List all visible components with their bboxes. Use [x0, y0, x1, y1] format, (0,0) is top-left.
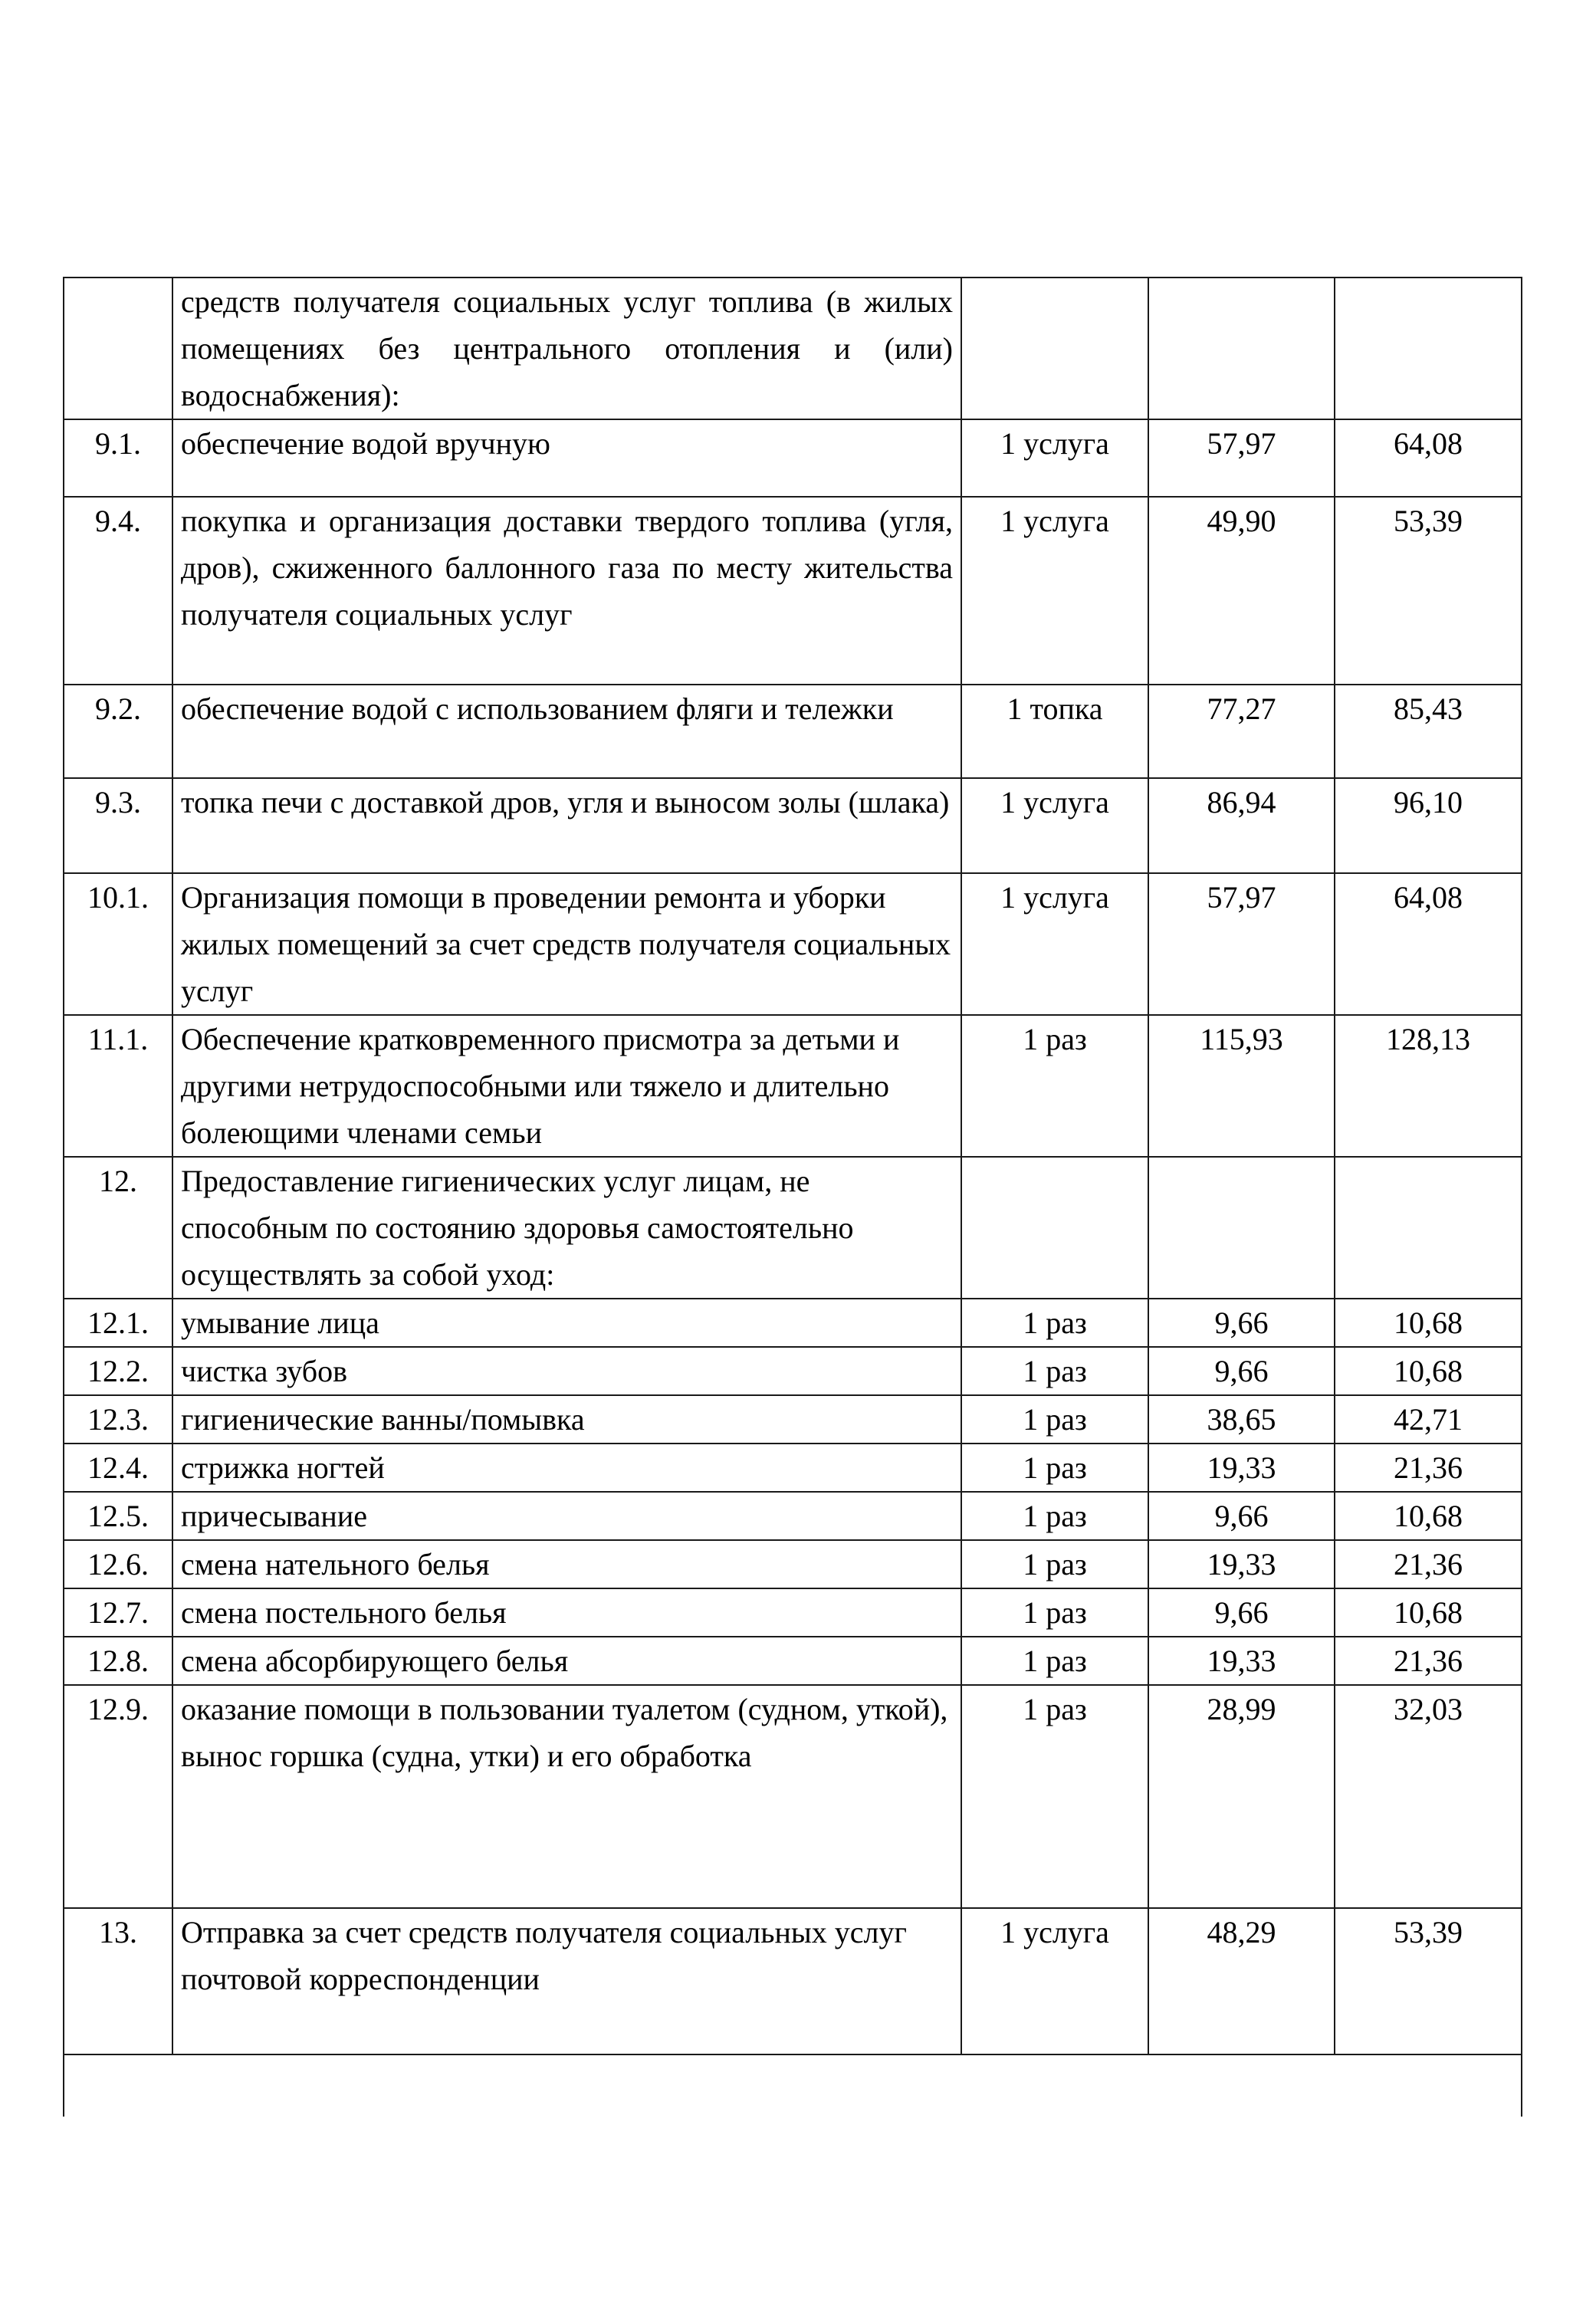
row-number: [64, 278, 172, 419]
unit-cell: 1 раз: [961, 1685, 1148, 1908]
price-cell-2: 53,39: [1335, 1908, 1522, 2054]
price-cell-1: 77,27: [1148, 685, 1335, 778]
table-row: [64, 873, 1522, 1015]
table-row: [64, 1157, 1522, 1299]
service-description: чистка зубов: [172, 1347, 961, 1395]
unit-cell: 1 услуга: [961, 497, 1148, 685]
unit-cell: 1 раз: [961, 1444, 1148, 1492]
row-number: 12.: [64, 1157, 172, 1299]
service-description: смена абсорбирующего белья: [172, 1637, 961, 1685]
table-row: [64, 1015, 1522, 1157]
row-number: 12.9.: [64, 1685, 172, 1908]
table-row: [64, 419, 1522, 497]
unit-cell: 1 раз: [961, 1299, 1148, 1347]
service-description: обеспечение водой вручную: [172, 419, 961, 497]
price-cell-2: 96,10: [1335, 778, 1522, 873]
table-row: [64, 1588, 1522, 1637]
service-description: смена нательного белья: [172, 1540, 961, 1588]
unit-cell: 1 услуга: [961, 419, 1148, 497]
service-description: смена постельного белья: [172, 1588, 961, 1637]
price-cell-2: 10,68: [1335, 1347, 1522, 1395]
row-number: 9.3.: [64, 778, 172, 873]
service-description: стрижка ногтей: [172, 1444, 961, 1492]
unit-cell: 1 раз: [961, 1540, 1148, 1588]
unit-cell: 1 услуга: [961, 873, 1148, 1015]
table-row: [64, 497, 1522, 685]
unit-cell: 1 услуга: [961, 778, 1148, 873]
service-description: оказание помощи в пользовании туалетом (судном, уткой), вынос горшка (судна, утки) и его обработка: [172, 1685, 961, 1908]
row-number: 12.2.: [64, 1347, 172, 1395]
price-cell-2: 85,43: [1335, 685, 1522, 778]
price-cell-2: 10,68: [1335, 1299, 1522, 1347]
service-description: Обеспечение кратковременного присмотра за детьми и другими нетрудоспособными или тяжело и длительно болеющими членами семьи: [172, 1015, 961, 1157]
row-number: 9.1.: [64, 419, 172, 497]
price-cell-1: 48,29: [1148, 1908, 1335, 2054]
price-cell-2: 128,13: [1335, 1015, 1522, 1157]
table-row: [64, 685, 1522, 778]
service-description: средств получателя социальных услуг топлива (в жилых помещениях без центрального отопления и (или) водоснабжения):: [172, 278, 961, 419]
table-row: [64, 778, 1522, 873]
price-cell-2: 42,71: [1335, 1395, 1522, 1444]
unit-cell: [961, 278, 1148, 419]
price-cell-2: [1335, 1157, 1522, 1299]
table-row: [64, 1637, 1522, 1685]
price-cell-1: 57,97: [1148, 419, 1335, 497]
price-cell-1: [1148, 278, 1335, 419]
table-row: [64, 1395, 1522, 1444]
unit-cell: 1 услуга: [961, 1908, 1148, 2054]
price-cell-1: 19,33: [1148, 1637, 1335, 1685]
row-number: 9.2.: [64, 685, 172, 778]
service-description: причесывание: [172, 1492, 961, 1540]
row-number: 12.5.: [64, 1492, 172, 1540]
price-cell-1: 49,90: [1148, 497, 1335, 685]
unit-cell: 1 топка: [961, 685, 1148, 778]
service-description: умывание лица: [172, 1299, 961, 1347]
price-cell-1: 86,94: [1148, 778, 1335, 873]
price-cell-1: 19,33: [1148, 1540, 1335, 1588]
price-cell-1: 57,97: [1148, 873, 1335, 1015]
price-cell-1: 9,66: [1148, 1492, 1335, 1540]
service-description: обеспечение водой с использованием фляги и тележки: [172, 685, 961, 778]
price-cell-2: 64,08: [1335, 419, 1522, 497]
price-cell-2: 21,36: [1335, 1444, 1522, 1492]
row-number: 12.3.: [64, 1395, 172, 1444]
unit-cell: 1 раз: [961, 1015, 1148, 1157]
price-cell-2: [1335, 278, 1522, 419]
service-description: Предоставление гигиенических услуг лицам, не способным по состоянию здоровья самостоятельно осуществлять за собой уход:: [172, 1157, 961, 1299]
unit-cell: 1 раз: [961, 1637, 1148, 1685]
service-description: Организация помощи в проведении ремонта и уборки жилых помещений за счет средств получателя социальных услуг: [172, 873, 961, 1015]
table-row: [64, 1444, 1522, 1492]
table-row-stub: [64, 2054, 1522, 2117]
service-description: топка печи с доставкой дров, угля и выносом золы (шлака): [172, 778, 961, 873]
service-description: гигиенические ванны/помывка: [172, 1395, 961, 1444]
service-description: покупка и организация доставки твердого топлива (угля, дров), сжиженного баллонного газа по месту жительства получателя социальных услуг: [172, 497, 961, 685]
service-description: Отправка за счет средств получателя социальных услуг почтовой корреспонденции: [172, 1908, 961, 2054]
row-number: 10.1.: [64, 873, 172, 1015]
row-number: 11.1.: [64, 1015, 172, 1157]
price-cell-1: 115,93: [1148, 1015, 1335, 1157]
table-row: [64, 1299, 1522, 1347]
price-cell-2: 64,08: [1335, 873, 1522, 1015]
price-cell-2: 21,36: [1335, 1637, 1522, 1685]
price-cell-2: 10,68: [1335, 1492, 1522, 1540]
table-row: [64, 1685, 1522, 1908]
price-cell-1: [1148, 1157, 1335, 1299]
price-cell-1: 38,65: [1148, 1395, 1335, 1444]
price-cell-2: 53,39: [1335, 497, 1522, 685]
price-cell-2: 32,03: [1335, 1685, 1522, 1908]
row-number: 12.4.: [64, 1444, 172, 1492]
table-row: [64, 1908, 1522, 2054]
row-number: 9.4.: [64, 497, 172, 685]
price-cell-1: 19,33: [1148, 1444, 1335, 1492]
price-cell-1: 9,66: [1148, 1299, 1335, 1347]
unit-cell: 1 раз: [961, 1347, 1148, 1395]
unit-cell: [961, 1157, 1148, 1299]
row-number: 12.7.: [64, 1588, 172, 1637]
unit-cell: 1 раз: [961, 1492, 1148, 1540]
unit-cell: 1 раз: [961, 1588, 1148, 1637]
row-number: 12.6.: [64, 1540, 172, 1588]
empty-cell: [64, 2054, 1522, 2117]
table-row: [64, 1492, 1522, 1540]
row-number: 13.: [64, 1908, 172, 2054]
price-cell-1: 28,99: [1148, 1685, 1335, 1908]
table-row: [64, 1347, 1522, 1395]
table-row: [64, 278, 1522, 419]
tariff-table: [63, 277, 1522, 2117]
price-cell-2: 21,36: [1335, 1540, 1522, 1588]
unit-cell: 1 раз: [961, 1395, 1148, 1444]
price-cell-1: 9,66: [1148, 1588, 1335, 1637]
row-number: 12.8.: [64, 1637, 172, 1685]
price-cell-1: 9,66: [1148, 1347, 1335, 1395]
table-row: [64, 1540, 1522, 1588]
price-cell-2: 10,68: [1335, 1588, 1522, 1637]
row-number: 12.1.: [64, 1299, 172, 1347]
